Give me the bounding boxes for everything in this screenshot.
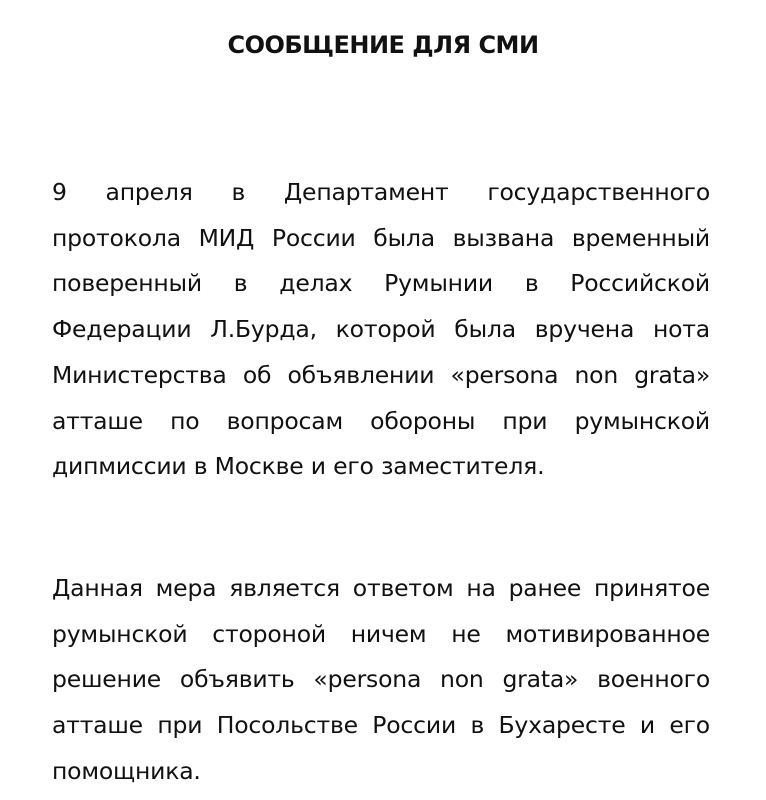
page-title: СООБЩЕНИЕ ДЛЯ СМИ [227, 31, 539, 59]
paragraph-1: 9 апреля в Департамент государственного протокола МИД России была вызвана временный поверенный в делах Румынии в Российской Федерации Л.Бурда, которой была вручена нота Министерства об объявлении «persona non grata» атташе по вопросам обороны при румынской дипмиссии в Москве и его заместителя. [52, 178, 710, 481]
paragraph-2: Данная мера является ответом на ранее принятое румынской стороной ничем не мотивированное решение объявить «persona non grata» военного атташе при Посольстве России в Бухаресте и его помощника. [52, 574, 710, 785]
